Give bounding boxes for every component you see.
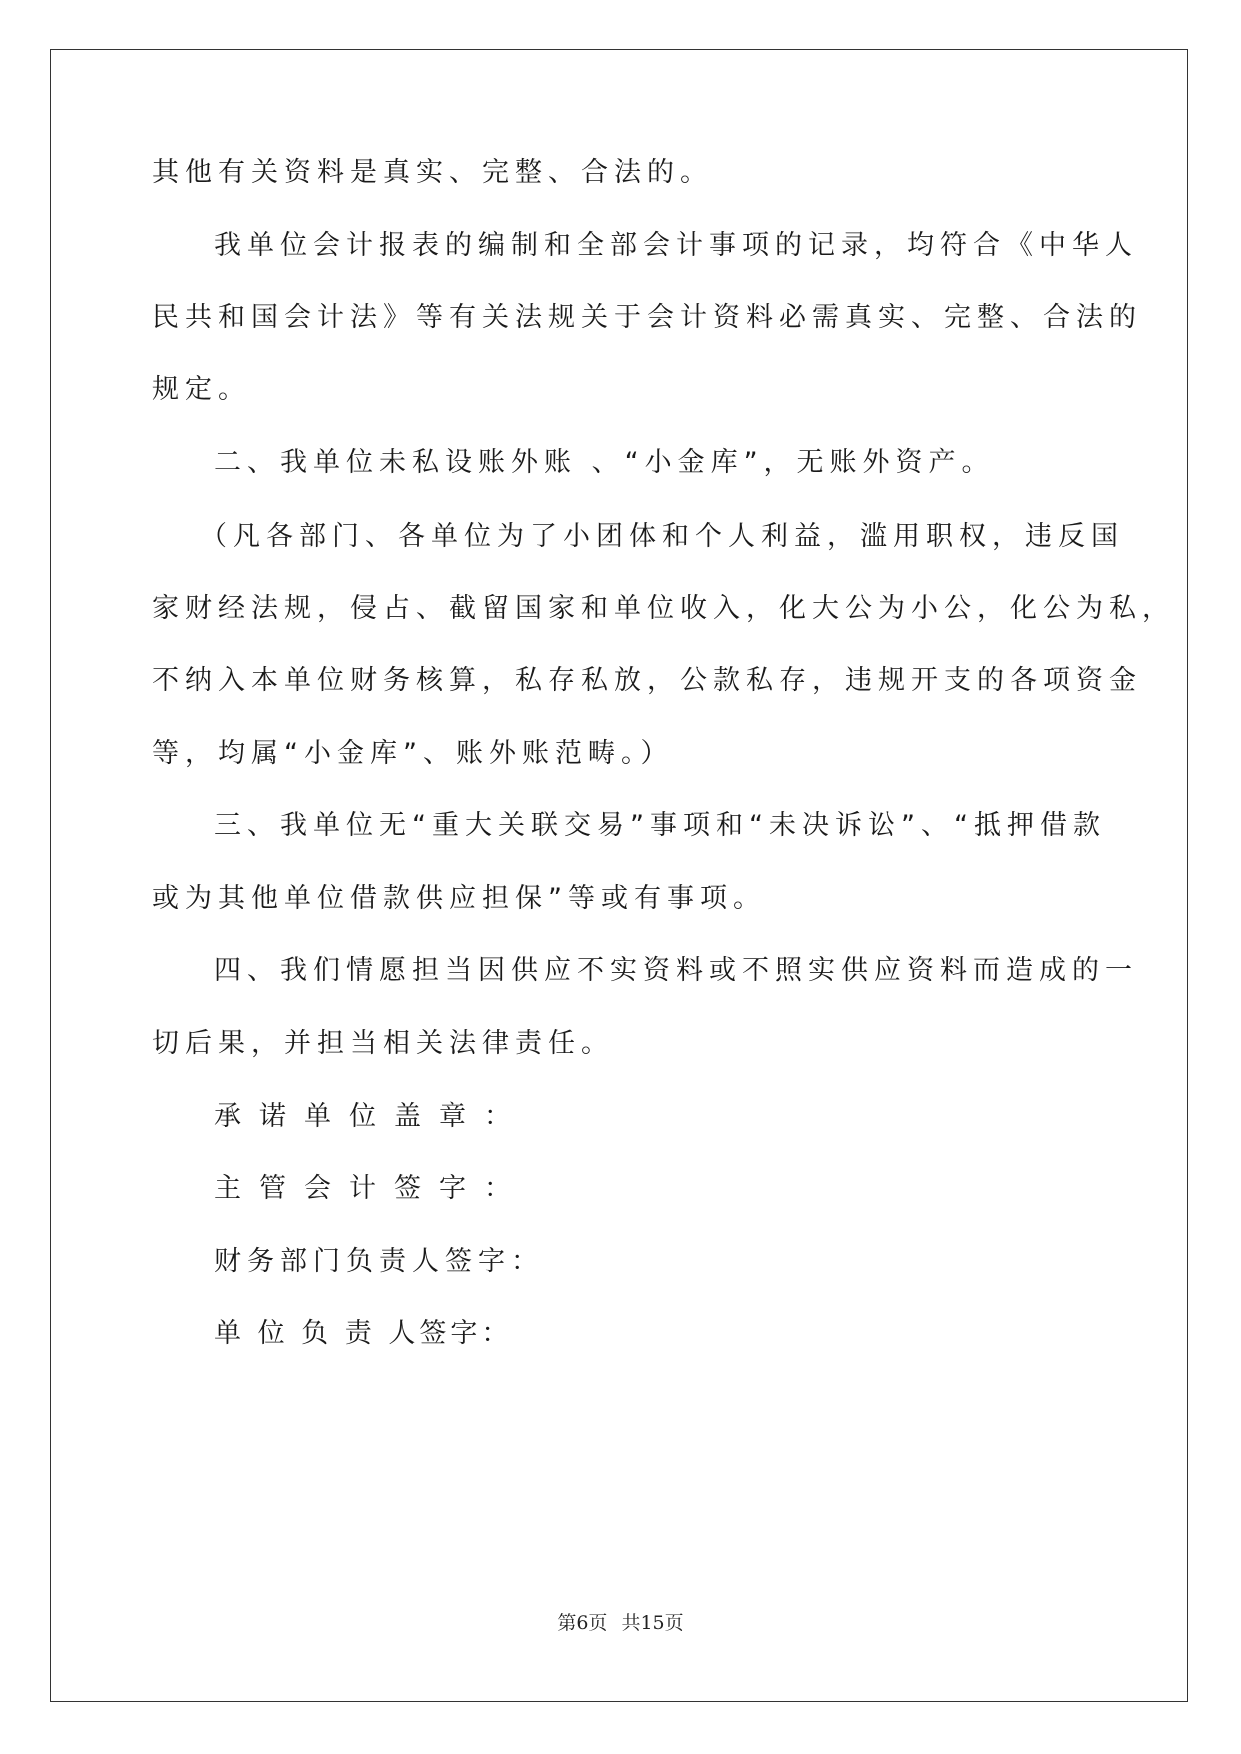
page-border	[50, 49, 1188, 1702]
paragraph-line: （凡各部门、各单位为了小团体和个人利益，滥用职权，违反国	[200, 521, 1124, 552]
paragraph-line: 不纳入本单位财务核算，私存私放，公款私存，违规开支的各项资金	[152, 665, 1142, 696]
signature-finance-head: 财务部门负责人签字：	[214, 1246, 544, 1277]
page-number: 第6页	[557, 1612, 608, 1634]
paragraph-line: 等，均属“小金库”、账外账范畴。）	[152, 738, 674, 769]
paragraph-line: 三、我单位无“重大关联交易”事项和“未决诉讼”、“抵押借款	[214, 810, 1106, 841]
page-total: 共15页	[621, 1612, 684, 1634]
page-footer	[0, 1608, 1241, 1635]
signature-unit-seal: 承诺单位盖章：	[214, 1101, 529, 1132]
paragraph-line: 其他有关资料是真实、完整、合法的。	[152, 157, 713, 188]
signature-chief-accountant: 主管会计签字：	[214, 1173, 529, 1204]
signature-unit-head: 单 位 负 责 人签字：	[214, 1318, 513, 1349]
paragraph-line: 家财经法规，侵占、截留国家和单位收入，化大公为小公，化公为私，	[152, 593, 1175, 624]
paragraph-line: 规定。	[152, 374, 251, 405]
paragraph-line: 四、我们情愿担当因供应不实资料或不照实供应资料而造成的一	[214, 955, 1138, 986]
paragraph-line: 或为其他单位借款供应担保”等或有事项。	[152, 883, 766, 914]
paragraph-line: 二、我单位未私设账外账 、“小金库”，无账外资产。	[214, 447, 995, 478]
paragraph-line: 我单位会计报表的编制和全部会计事项的记录，均符合《中华人	[214, 230, 1138, 261]
paragraph-line: 切后果，并担当相关法律责任。	[152, 1028, 614, 1059]
paragraph-line: 民共和国会计法》等有关法规关于会计资料必需真实、完整、合法的	[152, 302, 1142, 333]
